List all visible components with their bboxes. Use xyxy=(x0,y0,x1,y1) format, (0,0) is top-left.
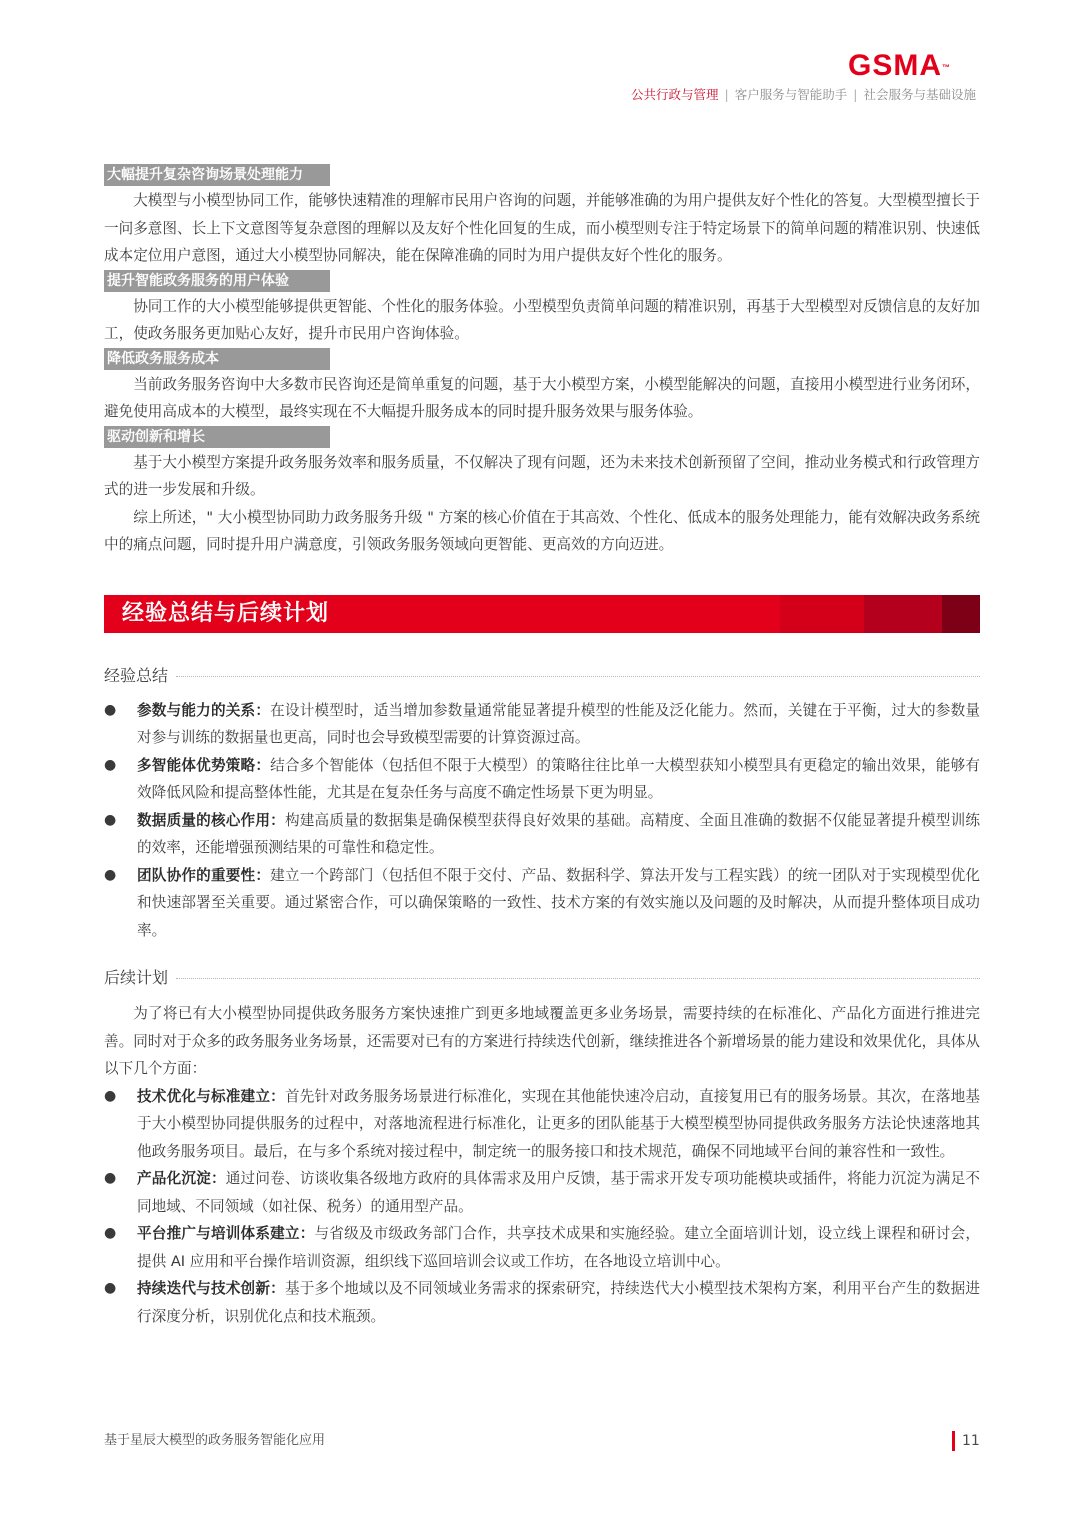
bullet-icon: ● xyxy=(104,701,117,718)
plan-heading xyxy=(104,962,980,990)
nav-item-customer-service[interactable]: 客户服务与智能助手 xyxy=(734,87,848,102)
item-term: 多智能体优势策略： xyxy=(137,756,271,774)
benefit-paragraph: 大模型与小模型协同工作，能够快速精准的理解市民用户咨询的问题，并能够准确的为用户提供友好个性化的答复。大型模型擅长于一问多意图、长上下文意图等复杂意图的理解以及友好个性化回复的生成，而小模型则专注于特定场景下的简单问题的精准识别、快速低成本定位用户意图，通过大小模型协同解决，能在保障准确的同时为用户提供友好个性化的服务。 xyxy=(104,192,980,264)
benefit-label: 降低政务服务成本 xyxy=(104,348,330,370)
item-text: 与省级及市级政务部门合作，共享技术成果和实施经验。建立全面培训计划，设立线上课程和研讨会，提供 AI 应用和平台操作培训资源，组织线下巡回培训会议或工作坊，在各地设立培训中心。 xyxy=(137,1225,980,1270)
banner-stripe xyxy=(864,595,942,633)
summary-heading xyxy=(104,661,980,689)
list-item xyxy=(104,697,980,752)
bullet-icon: ● xyxy=(104,1170,117,1186)
dotted-rule xyxy=(176,676,980,677)
bullet-icon: ● xyxy=(104,1087,117,1104)
bullet-icon: ● xyxy=(104,811,117,828)
item-term: 平台推广与培训体系建立： xyxy=(137,1225,315,1242)
footer-accent-bar xyxy=(952,1431,955,1451)
banner-stripe xyxy=(780,595,864,633)
plan-heading-text: 后续计划 xyxy=(104,967,169,987)
item-term: 持续迭代与技术创新： xyxy=(137,1280,285,1297)
item-text: 通过问卷、访谈收集各级地方政府的具体需求及用户反馈，基于需求开发专项功能模块或插件，将能力沉淀为满足不同地域、不同领域（如社保、税务）的通用型产品。 xyxy=(137,1170,980,1215)
summary-heading-text: 经验总结 xyxy=(104,666,169,685)
item-term: 团队协作的重要性： xyxy=(137,866,271,884)
list-item xyxy=(104,807,980,862)
item-term: 产品化沉淀： xyxy=(137,1170,226,1187)
list-item xyxy=(104,862,980,945)
main-content xyxy=(104,164,980,1330)
item-text: 首先针对政务服务场景进行标准化，实现在其他能快速冷启动，直接复用已有的服务场景。其次，在落地基于大小模型协同提供服务的过程中，对落地流程进行标准化，让更多的团队能基于大模型模型协同提供政务服务方法论快速落地其他政务服务项目。最后，在与多个系统对接过程中，制定统一的服务接口和技术规范，确保不同地域平台间的兼容性和一致性。 xyxy=(137,1087,980,1160)
bullet-icon: ● xyxy=(104,1225,117,1241)
dotted-rule xyxy=(176,978,980,979)
bullet-icon: ● xyxy=(104,1280,117,1296)
item-text: 结合多个智能体（包括但不限于大模型）的策略往往比单一大模型获知小模型具有更稳定的输出效果，能够有效降低风险和提高整体性能，尤其是在复杂任务与高度不确定性场景下更为明显。 xyxy=(137,756,980,801)
conclusion-paragraph: 综上所述，" 大小模型协同助力政务服务升级 " 方案的核心价值在于其高效、个性化、低成本的服务处理能力，能有效解决政务系统中的痛点问题，同时提升用户满意度，引领政务服务领域向更智能、更高效的方向迈进。 xyxy=(104,508,980,553)
item-text: 建立一个跨部门（包括但不限于交付、产品、数据科学、算法开发与工程实践）的统一团队对于实现模型优化和快速部署至关重要。通过紧密合作，可以确保策略的一致性、技术方案的有效实施以及问题的及时解决，从而提升整体项目成功率。 xyxy=(137,866,980,939)
logo-trademark: ™ xyxy=(942,63,950,72)
nav-item-public-admin[interactable]: 公共行政与管理 xyxy=(631,87,719,102)
nav-item-social-services[interactable]: 社会服务与基础设施 xyxy=(863,87,976,102)
bullet-icon: ● xyxy=(104,756,117,773)
item-term: 参数与能力的关系： xyxy=(137,701,271,719)
footer-document-title: 基于星辰大模型的政务服务智能化应用 xyxy=(104,1433,326,1448)
list-item xyxy=(104,1165,980,1220)
list-item xyxy=(104,1275,980,1330)
gsma-logo xyxy=(848,50,980,82)
section-title: 经验总结与后续计划 xyxy=(122,600,330,626)
item-text: 基于多个地域以及不同领域业务需求的探索研究，持续迭代大小模型技术架构方案，利用平台产生的数据进行深度分析，识别优化点和技术瓶颈。 xyxy=(137,1280,980,1325)
bullet-icon: ● xyxy=(104,866,117,883)
banner-stripe xyxy=(942,595,980,633)
plan-list xyxy=(104,1083,980,1331)
category-nav xyxy=(631,86,976,104)
benefit-label: 驱动创新和增长 xyxy=(104,426,330,448)
benefit-label: 提升智能政务服务的用户体验 xyxy=(104,270,330,292)
item-text: 在设计模型时，适当增加参数量通常能显著提升模型的性能及泛化能力。然而，关键在于平衡，过大的参数量对参与训练的数据量也更高，同时也会导致模型需要的计算资源过高。 xyxy=(137,701,980,746)
nav-separator: | xyxy=(853,87,858,102)
item-term: 技术优化与标准建立： xyxy=(137,1087,285,1105)
item-text: 构建高质量的数据集是确保模型获得良好效果的基础。高精度、全面且准确的数据不仅能显著提升模型训练的效率，还能增强预测结果的可靠性和稳定性。 xyxy=(137,811,980,856)
list-item xyxy=(104,1220,980,1275)
benefit-paragraph: 基于大小模型方案提升政务服务效率和服务质量，不仅解决了现有问题，还为未来技术创新预留了空间，推动业务模式和行政管理方式的进一步发展和升级。 xyxy=(104,453,980,498)
logo-text: GSMA xyxy=(848,49,942,82)
list-item xyxy=(104,752,980,807)
section-banner xyxy=(104,595,980,633)
nav-separator: | xyxy=(724,87,729,102)
list-item xyxy=(104,1083,980,1166)
benefit-paragraph: 当前政务服务咨询中大多数市民咨询还是简单重复的问题，基于大小模型方案，小模型能解决的问题，直接用小模型进行业务闭环，避免使用高成本的大模型，最终实现在不大幅提升服务成本的同时提升服务效果与服务体验。 xyxy=(104,375,980,420)
plan-intro: 为了将已有大小模型协同提供政务服务方案快速推广到更多地域覆盖更多业务场景，需要持续的在标准化、产品化方面进行推进完善。同时对于众多的政务服务业务场景，还需要对已有的方案进行持续迭代创新，继续推进各个新增场景的能力建设和效果优化，具体从以下几个方面： xyxy=(104,1005,980,1077)
benefit-paragraph: 协同工作的大小模型能够提供更智能、个性化的服务体验。小型模型负责简单问题的精准识别，再基于大型模型对反馈信息的友好加工，使政务服务更加贴心友好，提升市民用户咨询体验。 xyxy=(104,297,980,342)
page-number: 11 xyxy=(962,1433,980,1449)
benefit-label: 大幅提升复杂咨询场景处理能力 xyxy=(104,164,330,186)
summary-list xyxy=(104,697,980,945)
item-term: 数据质量的核心作用： xyxy=(137,811,285,829)
